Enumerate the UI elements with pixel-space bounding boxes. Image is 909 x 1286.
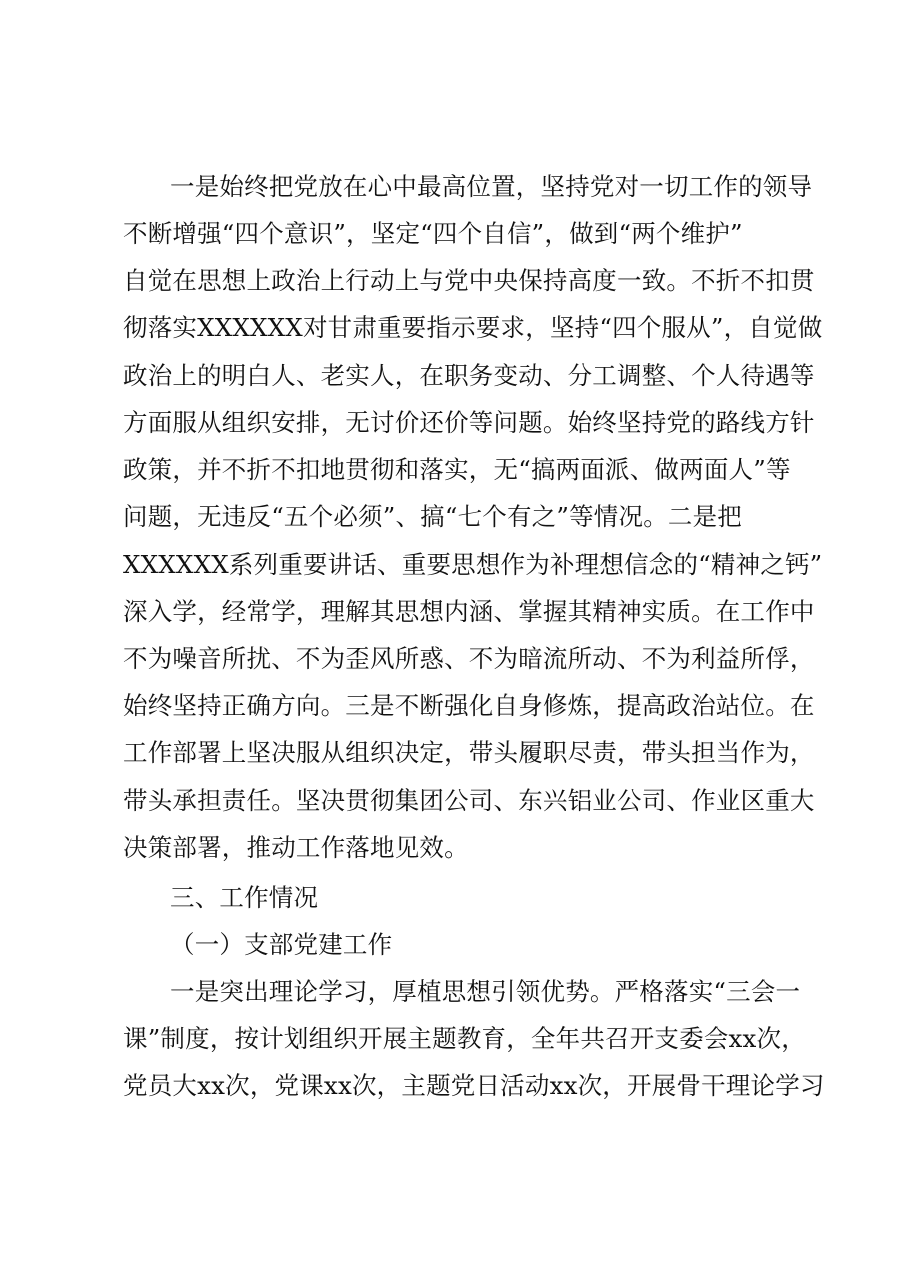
paragraph-line: 一是始终把党放在心中最高位置，坚持党对一切工作的领导 [170, 172, 813, 201]
paragraph-line: 工作部署上坚决服从组织决定，带头履职尽责，带头担当作为， [123, 738, 815, 767]
paragraph-line: XXXXXX系列重要讲话、重要思想作为补理想信念的“精神之钙” [123, 550, 823, 579]
paragraph-line: 不为噪音所扰、不为歪风所惑、不为暗流所动、不为利益所俘， [123, 644, 815, 673]
subsection-heading: （一）支部党建工作 [170, 930, 393, 959]
paragraph-line: 政策，并不折不扣地贯彻和落实，无“搞两面派、做两面人”等 [123, 455, 791, 484]
paragraph-line: 深入学，经常学，理解其思想内涵、掌握其精神实质。在工作中 [123, 597, 815, 626]
paragraph-line: 彻落实XXXXXX对甘肃重要指示要求，坚持“四个服从”，自觉做 [123, 313, 823, 342]
paragraph-line: 问题，无违反“五个必须”、搞“七个有之”等情况。二是把 [123, 502, 742, 531]
paragraph-line: 自觉在思想上政治上行动上与党中央保持高度一致。不折不扣贯 [123, 266, 815, 295]
paragraph-line: 带头承担责任。坚决贯彻集团公司、东兴铝业公司、作业区重大 [123, 786, 815, 815]
paragraph-line: 政治上的明白人、老实人，在职务变动、分工调整、个人待遇等 [123, 361, 815, 390]
paragraph-line: 一是突出理论学习，厚植思想引领优势。严格落实“三会一 [170, 977, 801, 1006]
paragraph-line: 方面服从组织安排，无讨价还价等问题。始终坚持党的路线方针 [123, 408, 815, 437]
paragraph-line: 党员大xx次，党课xx次，主题党日活动xx次，开展骨干理论学习 [123, 1071, 825, 1100]
paragraph-line: 始终坚持正确方向。三是不断强化自身修炼，提高政治站位。在 [123, 691, 815, 720]
section-heading: 三、工作情况 [170, 883, 319, 912]
paragraph-line: 课”制度，按计划组织开展主题教育，全年共召开支委会xx次， [123, 1024, 806, 1053]
paragraph-line: 决策部署，推动工作落地见效。 [123, 833, 469, 862]
paragraph-line: 不断增强“四个意识”，坚定“四个自信”，做到“两个维护” [123, 219, 743, 248]
